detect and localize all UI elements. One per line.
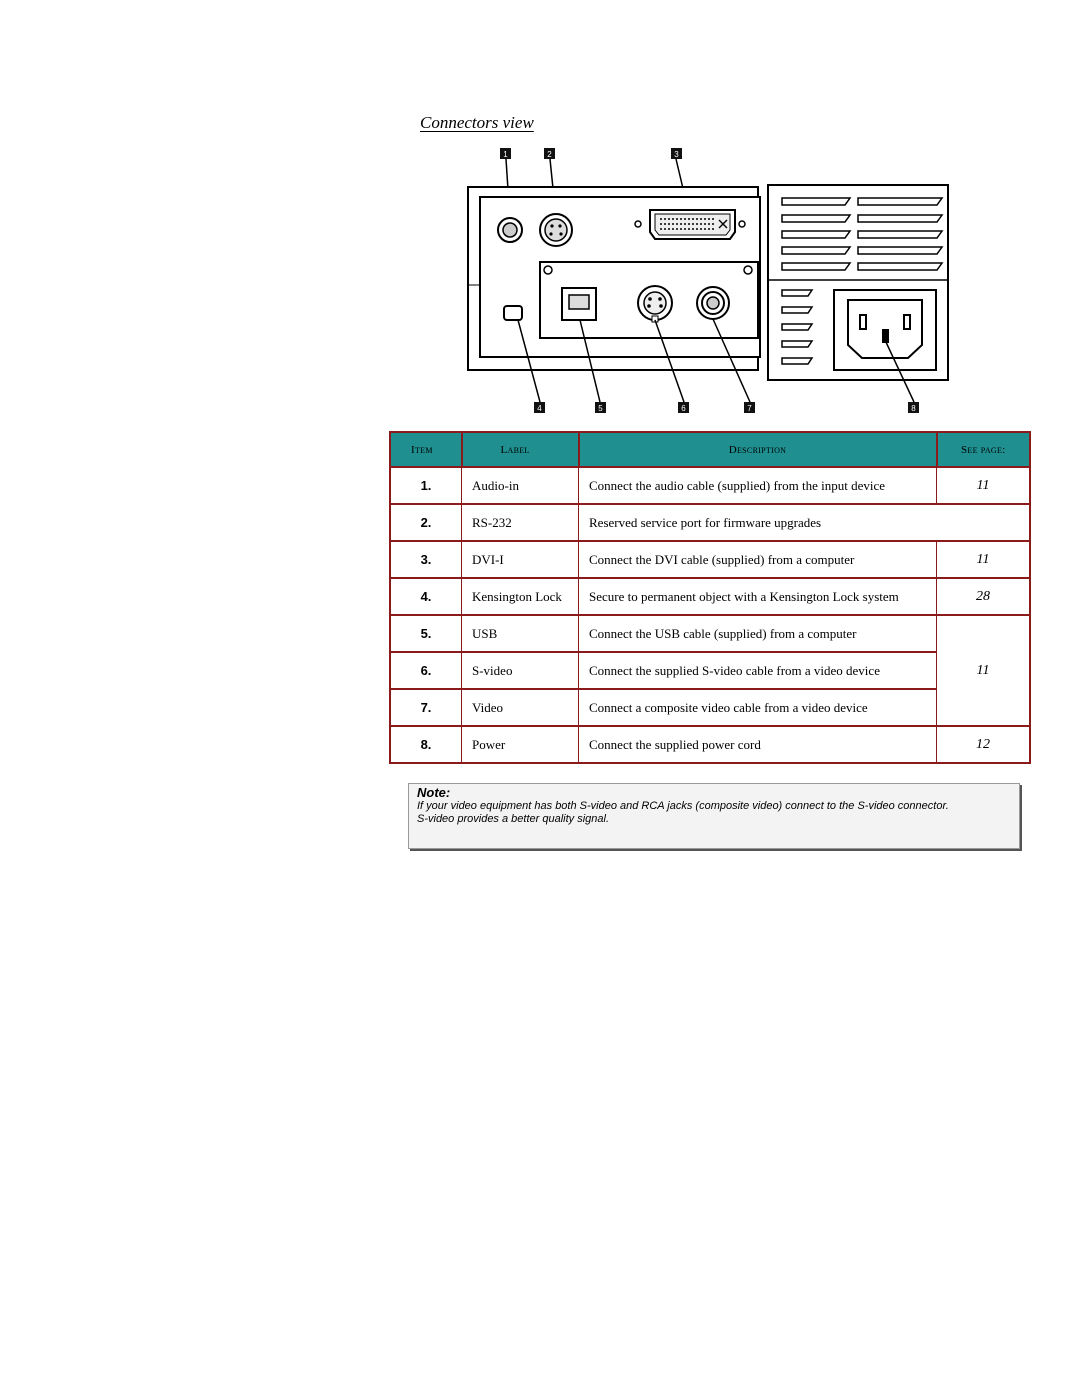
note-box [408,783,1020,849]
svg-text:2: 2 [547,150,552,159]
row-item: 6. [390,652,462,689]
row-label: RS-232 [462,504,579,541]
row-item: 4. [390,578,462,615]
svg-text:5: 5 [598,404,603,413]
callout-4 [534,402,545,413]
section-title: Connectors view [420,113,534,132]
table-row [390,615,1030,652]
row-description: Connect the DVI cable (supplied) from a computer [579,541,937,578]
note-text: If your video equipment has both S-video and RCA jacks (composite video) connect to the S-video connector. [417,800,949,812]
svg-text:7: 7 [747,404,752,413]
row-page: 11 [937,541,1031,578]
row-description: Connect the audio cable (supplied) from the input device [579,467,937,504]
svg-text:8: 8 [911,404,916,413]
row-item: 3. [390,541,462,578]
svg-text:6: 6 [681,404,686,413]
connectors-table [389,431,1031,764]
row-label: USB [462,615,579,652]
row-description: Connect the supplied power cord [579,726,937,763]
row-label: Power [462,726,579,763]
callout-2 [544,148,555,159]
row-item: 5. [390,615,462,652]
table-header-row [390,432,1030,467]
callout-5 [595,402,606,413]
row-description: Secure to permanent object with a Kensington Lock system [579,578,937,615]
connectors-diagram [460,140,960,420]
note-heading: Note: [417,785,451,800]
row-page: 11 [937,615,1031,726]
svg-text:4: 4 [537,404,542,413]
row-label: DVI-I [462,541,579,578]
row-page: 28 [937,578,1031,615]
row-page: 11 [937,467,1031,504]
row-item: 2. [390,504,462,541]
row-item: 1. [390,467,462,504]
table-row [390,652,1030,689]
table-row [390,541,1030,578]
header-see-page: See page: [937,432,1031,467]
callout-8 [908,402,919,413]
row-description: Connect the USB cable (supplied) from a computer [579,615,937,652]
row-description: Connect a composite video cable from a video device [579,689,937,726]
row-description: Reserved service port for firmware upgrades [579,504,1031,541]
table-row [390,726,1030,763]
row-item: 8. [390,726,462,763]
row-page: 12 [937,726,1031,763]
row-label: Kensington Lock [462,578,579,615]
callout-3 [671,148,682,159]
row-description: Connect the supplied S-video cable from a video device [579,652,937,689]
svg-text:3: 3 [674,150,679,159]
table-row [390,578,1030,615]
note-text-2: S-video provides a better quality signal. [417,813,609,825]
header-item: Item [390,432,462,467]
row-label: Audio-in [462,467,579,504]
row-item: 7. [390,689,462,726]
header-label: Label [462,432,579,467]
table-row [390,504,1030,541]
svg-text:1: 1 [503,150,508,159]
table-row [390,689,1030,726]
row-label: S-video [462,652,579,689]
header-description: Description [579,432,937,467]
callout-6 [678,402,689,413]
callout-7 [744,402,755,413]
row-label: Video [462,689,579,726]
table-row [390,467,1030,504]
callout-1 [500,148,511,159]
